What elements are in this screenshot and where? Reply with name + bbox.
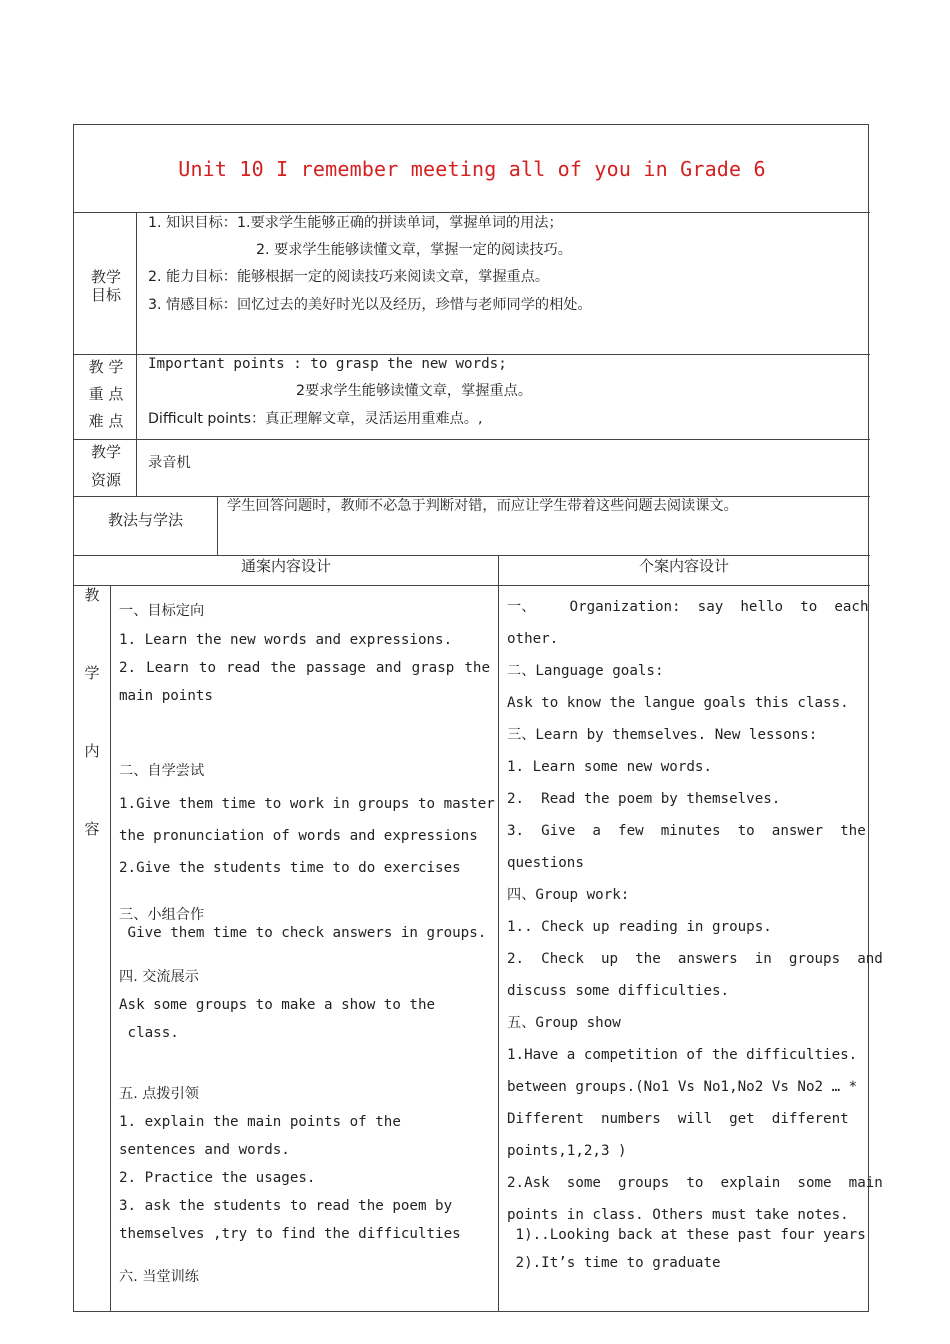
left-line: Give them time to check answers in groups.	[119, 925, 487, 941]
left-line: 2. Learn to read the passage and grasp the	[119, 660, 490, 676]
left-line: 3. ask the students to read the poem by	[119, 1198, 453, 1214]
left-column-header: 通案内容设计	[240, 557, 331, 575]
important-points-2: 2要求学生能够读懂文章，掌握重点。	[296, 383, 533, 399]
column-divider	[110, 585, 111, 1312]
right-line: other.	[507, 631, 559, 647]
left-line: sentences and words.	[119, 1142, 290, 1158]
right-line: 三、Learn by themselves. New lessons:	[507, 727, 818, 743]
column-divider	[217, 496, 218, 555]
right-line: 2).It’s time to graduate	[507, 1255, 721, 1271]
resources-label: 教学 资源	[90, 443, 121, 489]
methods-label: 教法与学法	[107, 511, 183, 529]
left-line: main points	[119, 688, 213, 704]
content-label: 教 学 内 容	[84, 586, 100, 838]
important-points: Important points : to grasp the new words;	[148, 356, 507, 372]
right-line: 四、Group work:	[507, 887, 630, 903]
right-line: 二、Language goals:	[507, 663, 664, 679]
left-heading: 二、自学尝试	[119, 763, 205, 779]
left-heading: 五. 点拨引领	[119, 1086, 199, 1102]
right-column-header: 个案内容设计	[638, 557, 729, 575]
row-divider	[74, 439, 870, 440]
left-heading: 一、目标定向	[119, 603, 205, 619]
key-points-label: 教 学 重 点 难 点	[88, 358, 124, 430]
left-line: Ask some groups to make a show to the	[119, 997, 436, 1013]
difficult-points: Difficult points：真正理解文章，灵活运用重难点。,	[148, 411, 483, 427]
row-divider	[74, 585, 870, 586]
left-line: 1. Learn the new words and expressions.	[119, 632, 453, 648]
right-line: Ask to know the langue goals this class.	[507, 695, 849, 711]
right-line: 一、 Organization: say hello to each	[507, 599, 869, 615]
right-line: 1.Have a competition of the difficulties.	[507, 1047, 858, 1063]
column-divider	[498, 555, 499, 1312]
objective-line: 3. 情感目标：回忆过去的美好时光以及经历，珍惜与老师同学的相处。	[148, 297, 592, 313]
right-line: points,1,2,3 )	[507, 1143, 627, 1159]
objective-line: 1. 知识目标：1.要求学生能够正确的拼读单词，掌握单词的用法；	[148, 215, 563, 231]
right-line: discuss some difficulties.	[507, 983, 730, 999]
left-line: 1.Give them time to work in groups to master	[119, 796, 495, 812]
right-line: 1.. Check up reading in groups.	[507, 919, 772, 935]
left-line: 1. explain the main points of the	[119, 1114, 401, 1130]
objectives-label: 教学 目标	[90, 268, 121, 304]
objective-line: 2. 能力目标：能够根据一定的阅读技巧来阅读文章，掌握重点。	[148, 269, 550, 285]
right-line: Different numbers will get different	[507, 1111, 849, 1127]
right-line: 1. Learn some new words.	[507, 759, 712, 775]
right-line: between groups.(No1 Vs No1,No2 Vs No2 … *	[507, 1079, 858, 1095]
right-line: 3. Give a few minutes to answer the	[507, 823, 866, 839]
left-line: themselves ,try to find the difficulties	[119, 1226, 461, 1242]
left-line: 2. Practice the usages.	[119, 1170, 316, 1186]
right-line: 五、Group show	[507, 1015, 621, 1031]
left-line: class.	[119, 1025, 179, 1041]
right-line: 2. Check up the answers in groups and	[507, 951, 883, 967]
right-line: 1)..Looking back at these past four years	[507, 1227, 866, 1243]
left-heading: 六. 当堂训练	[119, 1269, 199, 1285]
left-heading: 四. 交流展示	[119, 969, 199, 985]
right-line: 2. Read the poem by themselves.	[507, 791, 781, 807]
right-line: 2.Ask some groups to explain some main	[507, 1175, 883, 1191]
objective-line: 2. 要求学生能够读懂文章，掌握一定的阅读技巧。	[256, 242, 572, 258]
methods-value: 学生回答问题时，教师不必急于判断对错，而应让学生带着这些问题去阅读课文。	[227, 498, 738, 514]
lesson-plan-table	[73, 124, 883, 1312]
resources-value: 录音机	[148, 455, 191, 471]
column-divider	[136, 212, 137, 496]
left-line: the pronunciation of words and expressions	[119, 828, 478, 844]
page-title: Unit 10 I remember meeting all of you in Grade 6	[178, 157, 766, 181]
left-line: 2.Give the students time to do exercises	[119, 860, 461, 876]
left-heading: 三、小组合作	[119, 907, 205, 923]
right-line: points in class. Others must take notes.	[507, 1207, 849, 1223]
right-line: questions	[507, 855, 584, 871]
